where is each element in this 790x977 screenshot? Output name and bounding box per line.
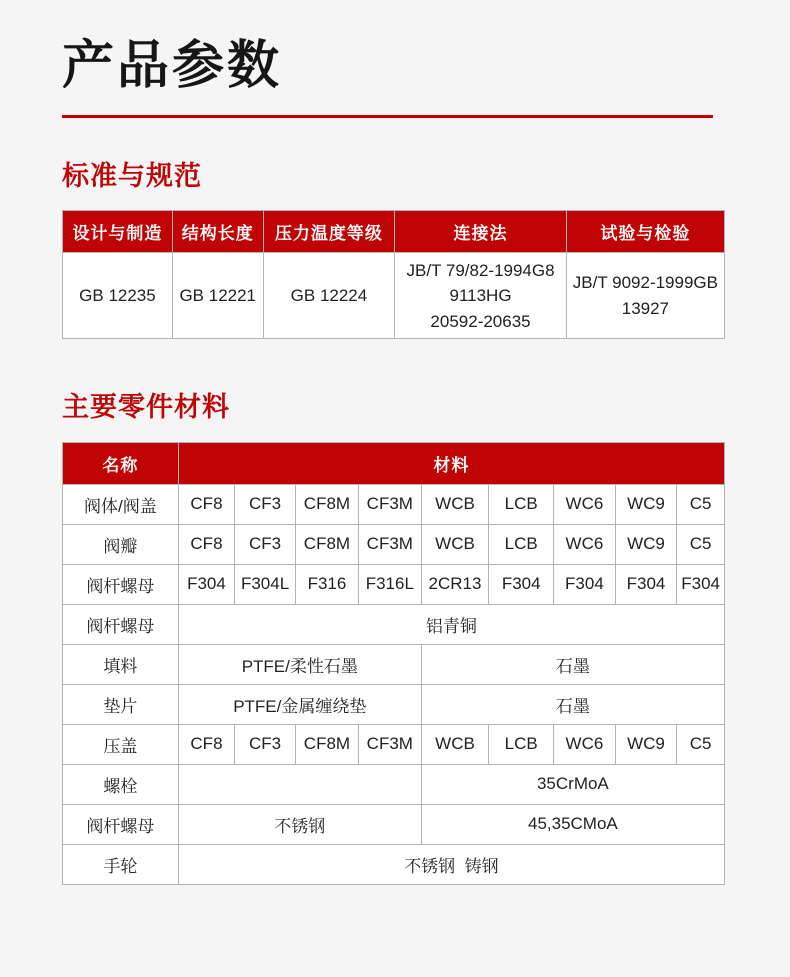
material-cell: CF8 xyxy=(178,724,234,764)
table-row-handwheel xyxy=(63,844,725,884)
standards-header-row xyxy=(63,211,725,253)
table-row-body-bonnet xyxy=(63,484,725,524)
material-cell: F304 xyxy=(178,564,234,604)
row-label: 阀杆螺母 xyxy=(63,564,179,604)
material-cell: WC9 xyxy=(615,724,677,764)
material-cell: C5 xyxy=(677,524,725,564)
material-cell: C5 xyxy=(677,724,725,764)
row-label: 填料 xyxy=(63,644,179,684)
material-cell: F304 xyxy=(489,564,554,604)
test-line-2: 13927 xyxy=(621,298,670,318)
test-line-1: JB/T 9092-1999GB xyxy=(572,273,718,293)
material-cell: CF8 xyxy=(178,484,234,524)
material-cell: C5 xyxy=(677,484,725,524)
material-cell: CF3M xyxy=(358,724,421,764)
material-cell-right: 35CrMoA xyxy=(421,764,724,804)
table-row-gasket xyxy=(63,684,725,724)
row-label: 阀杆螺母 xyxy=(63,604,179,644)
standards-data-row xyxy=(63,253,725,339)
material-cell: WCB xyxy=(421,724,489,764)
material-cell: CF3 xyxy=(235,724,296,764)
materials-table xyxy=(62,442,725,885)
material-cell: F304 xyxy=(554,564,616,604)
material-cell: CF8 xyxy=(178,524,234,564)
material-cell: WC6 xyxy=(554,484,616,524)
table-row-disc xyxy=(63,524,725,564)
material-cell: F304L xyxy=(235,564,296,604)
row-label: 阀体/阀盖 xyxy=(63,484,179,524)
table-row-stem-nut-bronze xyxy=(63,604,725,644)
table-row-bolt xyxy=(63,764,725,804)
material-cell: F316 xyxy=(296,564,359,604)
material-cell: LCB xyxy=(489,484,554,524)
material-cell: WCB xyxy=(421,524,489,564)
row-label: 手轮 xyxy=(63,844,179,884)
material-cell: WC6 xyxy=(554,524,616,564)
material-cell: LCB xyxy=(489,724,554,764)
material-cell-left: PTFE/柔性石墨 xyxy=(178,644,421,684)
material-cell: F304 xyxy=(615,564,677,604)
connection-line-3: 20592-20635 xyxy=(430,311,531,331)
column-header-name: 名称 xyxy=(63,442,179,484)
material-cell-left xyxy=(178,764,421,804)
row-label: 阀杆螺母 xyxy=(63,804,179,844)
table-cell-connection xyxy=(395,253,566,339)
material-cell: LCB xyxy=(489,524,554,564)
material-cell: CF3M xyxy=(358,524,421,564)
connection-line-2: 9113HG xyxy=(449,286,512,306)
section-title-standards: 标准与规范 xyxy=(62,161,202,191)
column-header-design: 设计与制造 xyxy=(63,211,173,253)
table-row-gland xyxy=(63,724,725,764)
row-label: 压盖 xyxy=(63,724,179,764)
column-header-material: 材料 xyxy=(178,442,724,484)
material-cell: CF3 xyxy=(235,484,296,524)
table-row-stem-nut-grades xyxy=(63,564,725,604)
material-cell-right: 45,35CMoA xyxy=(421,804,724,844)
material-cell: WCB xyxy=(421,484,489,524)
column-header-connection: 连接法 xyxy=(395,211,566,253)
title-underline xyxy=(62,115,713,118)
material-cell-right: 石墨 xyxy=(421,684,724,724)
table-row-packing xyxy=(63,644,725,684)
table-cell-design: GB 12235 xyxy=(63,253,173,339)
column-header-test: 试验与检验 xyxy=(566,211,724,253)
material-cell-full: 铝青铜 xyxy=(178,604,724,644)
row-label: 阀瓣 xyxy=(63,524,179,564)
material-cell: CF3 xyxy=(235,524,296,564)
column-header-pressure-temp: 压力温度等级 xyxy=(263,211,395,253)
column-header-length: 结构长度 xyxy=(172,211,263,253)
material-cell-left: PTFE/金属缠绕垫 xyxy=(178,684,421,724)
material-cell: CF8M xyxy=(296,484,359,524)
standards-table xyxy=(62,210,725,339)
material-cell: F316L xyxy=(358,564,421,604)
material-cell: CF8M xyxy=(296,724,359,764)
material-cell-right: 石墨 xyxy=(421,644,724,684)
material-cell: CF8M xyxy=(296,524,359,564)
material-cell: F304 xyxy=(677,564,725,604)
material-cell-full: 不锈钢 铸钢 xyxy=(178,844,724,884)
material-cell: WC9 xyxy=(615,484,677,524)
material-cell: CF3M xyxy=(358,484,421,524)
section-title-materials: 主要零件材料 xyxy=(62,392,230,423)
row-label: 螺栓 xyxy=(63,764,179,804)
page-title: 产品参数 xyxy=(62,37,283,95)
material-cell: WC6 xyxy=(554,724,616,764)
table-cell-length: GB 12221 xyxy=(172,253,263,339)
connection-line-1: JB/T 79/82-1994G8 xyxy=(406,260,555,280)
material-cell: 2CR13 xyxy=(421,564,489,604)
materials-header-row xyxy=(63,442,725,484)
material-cell: WC9 xyxy=(615,524,677,564)
table-row-stem-nut-steel xyxy=(63,804,725,844)
row-label: 垫片 xyxy=(63,684,179,724)
material-cell-left: 不锈钢 xyxy=(178,804,421,844)
table-cell-pressure-temp: GB 12224 xyxy=(263,253,395,339)
table-cell-test xyxy=(566,253,724,339)
